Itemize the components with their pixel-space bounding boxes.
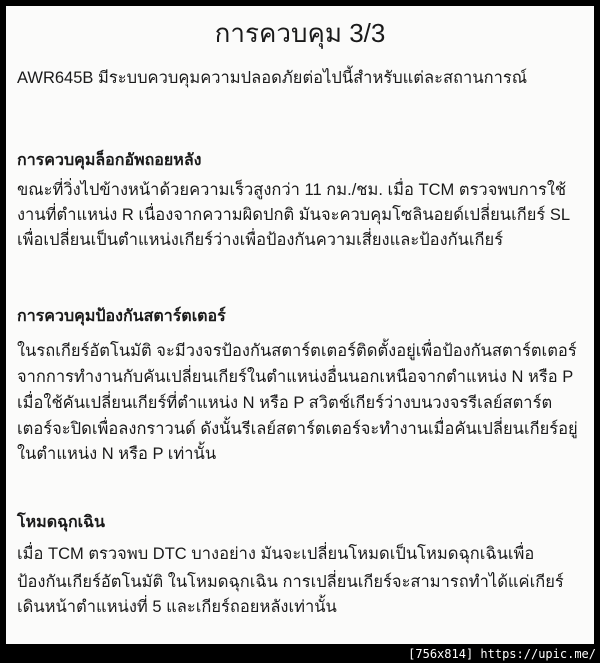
paragraph-line: เดินหน้าตำแหน่งที่ 5 และเกียร์ถอยหลังเท่านั้น — [17, 598, 337, 616]
paragraph-line: เมื่อใช้คันเปลี่ยนเกียร์ที่ตำแหน่ง N หรือ P สวิตช์เกียร์ว่างบนวงจรรีเลย์สตาร์ต — [17, 394, 553, 412]
page-title: การควบคุม 3/3 — [214, 18, 386, 48]
paragraph-line: ในตำแหน่ง N หรือ P เท่านั้น — [17, 445, 217, 463]
section-heading: การควบคุมล็อกอัพถอยหลัง — [17, 152, 202, 169]
paragraph-line: จากการทำงานกับคันเปลี่ยนเกียร์ในตำแหน่งอื่นนอกเหนือจากตำแหน่ง N หรือ P — [17, 368, 574, 386]
paragraph-line: ขณะที่วิ่งไปข้างหน้าด้วยความเร็วสูงกว่า 11 กม./ชม. เมื่อ TCM ตรวจพบการใช้ — [17, 181, 567, 199]
section-heading: การควบคุมป้องกันสตาร์ตเตอร์ — [17, 308, 226, 325]
document-page — [6, 6, 594, 644]
paragraph-line: เตอร์จะปิดเพื่อลงกราวนด์ ดังนั้นรีเลย์สตาร์ตเตอร์จะทำงานเมื่อคันเปลี่ยนเกียร์อยู่ — [17, 420, 578, 438]
paragraph-line: ป้องกันเกียร์อัตโนมัติ ในโหมดฉุกเฉิน การเปลี่ยนเกียร์จะสามารถทำได้แค่เกียร์ — [17, 573, 564, 591]
paragraph-line: งานที่ตำแหน่ง R เนื่องจากความผิดปกติ มันจะควบคุมโซลินอยด์เปลี่ยนเกียร์ SL — [17, 206, 571, 224]
section-heading: โหมดฉุกเฉิน — [17, 514, 105, 531]
intro-text: AWR645B มีระบบควบคุมความปลอดภัยต่อไปนี้สำหรับแต่ละสถานการณ์ — [17, 69, 528, 87]
paragraph-line: เพื่อเปลี่ยนเป็นตำแหน่งเกียร์ว่างเพื่อป้องกันความเสี่ยงและป้องกันเกียร์ — [17, 231, 504, 249]
paragraph-line: เมื่อ TCM ตรวจพบ DTC บางอย่าง มันจะเปลี่ยนโหมดเป็นโหมดฉุกเฉินเพื่อ — [17, 545, 535, 563]
image-host-footer: [756x814] https://upic.me/ — [408, 647, 596, 661]
paragraph-line: ในรถเกียร์อัตโนมัติ จะมีวงจรป้องกันสตาร์ตเตอร์ติดตั้งอยู่เพื่อป้องกันสตาร์ตเตอร์ — [17, 342, 577, 360]
